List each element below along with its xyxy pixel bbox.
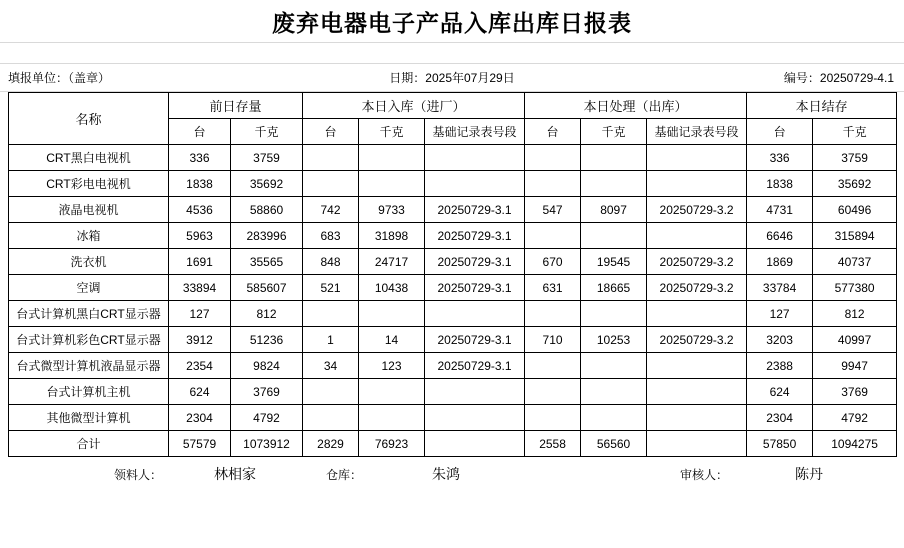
title-spacer [0, 43, 904, 64]
picker-name: 林相家 [214, 468, 256, 483]
cell-out-tai [525, 171, 581, 197]
cell-in-tai [303, 171, 359, 197]
cell-in-record: 20250729-3.1 [425, 223, 525, 249]
cell-out-record [647, 379, 747, 405]
cell-out-tai [525, 405, 581, 431]
cell-bal-tai: 4731 [747, 197, 813, 223]
cell-prev-tai: 3912 [169, 327, 231, 353]
cell-prev-tai: 33894 [169, 275, 231, 301]
cell-prev-tai: 4536 [169, 197, 231, 223]
table-row [9, 327, 897, 353]
cell-prev-kg: 3759 [231, 145, 303, 171]
header-bal-tai: 台 [747, 119, 813, 145]
cell-out-record [647, 431, 747, 457]
cell-out-tai [525, 145, 581, 171]
reporting-unit-label: 填报单位：（盖章） [8, 71, 111, 85]
table-row [9, 145, 897, 171]
cell-in-tai: 683 [303, 223, 359, 249]
warehouse-label: 仓库： [325, 467, 362, 482]
header-group-outbound: 本日处理（出库） [525, 93, 747, 119]
cell-in-tai: 521 [303, 275, 359, 301]
cell-out-record [647, 171, 747, 197]
meta-row [0, 64, 904, 92]
row-name: 台式计算机彩色CRT显示器 [9, 327, 169, 353]
cell-out-kg [581, 379, 647, 405]
cell-bal-tai: 2388 [747, 353, 813, 379]
table-row [9, 405, 897, 431]
cell-prev-tai: 1838 [169, 171, 231, 197]
cell-bal-tai: 1869 [747, 249, 813, 275]
cell-bal-kg: 40997 [813, 327, 897, 353]
cell-bal-kg: 9947 [813, 353, 897, 379]
cell-bal-kg: 577380 [813, 275, 897, 301]
cell-in-record [425, 431, 525, 457]
cell-bal-kg: 3759 [813, 145, 897, 171]
cell-bal-kg: 812 [813, 301, 897, 327]
cell-prev-tai: 624 [169, 379, 231, 405]
cell-in-tai: 848 [303, 249, 359, 275]
cell-prev-kg: 35565 [231, 249, 303, 275]
cell-in-kg: 14 [359, 327, 425, 353]
cell-in-record [425, 301, 525, 327]
cell-prev-tai: 57579 [169, 431, 231, 457]
table-row [9, 353, 897, 379]
cell-in-tai: 2829 [303, 431, 359, 457]
cell-out-tai: 547 [525, 197, 581, 223]
cell-out-tai: 2558 [525, 431, 581, 457]
cell-prev-kg: 585607 [231, 275, 303, 301]
row-name: 台式计算机主机 [9, 379, 169, 405]
cell-in-kg: 123 [359, 353, 425, 379]
cell-out-kg [581, 405, 647, 431]
cell-in-record [425, 405, 525, 431]
cell-bal-kg: 315894 [813, 223, 897, 249]
cell-bal-tai: 57850 [747, 431, 813, 457]
header-in-tai: 台 [303, 119, 359, 145]
header-group-inbound: 本日入库（进厂） [303, 93, 525, 119]
cell-out-record [647, 145, 747, 171]
cell-out-tai: 670 [525, 249, 581, 275]
cell-prev-kg: 1073912 [231, 431, 303, 457]
table-row [9, 301, 897, 327]
cell-in-kg: 9733 [359, 197, 425, 223]
cell-in-record [425, 379, 525, 405]
total-label: 合计 [9, 431, 169, 457]
cell-out-tai [525, 379, 581, 405]
cell-in-kg [359, 145, 425, 171]
cell-out-record: 20250729-3.2 [647, 249, 747, 275]
cell-in-tai: 1 [303, 327, 359, 353]
cell-prev-tai: 1691 [169, 249, 231, 275]
cell-in-kg: 76923 [359, 431, 425, 457]
cell-out-kg [581, 145, 647, 171]
cell-in-tai [303, 145, 359, 171]
cell-out-kg: 18665 [581, 275, 647, 301]
cell-out-kg [581, 223, 647, 249]
cell-prev-kg: 35692 [231, 171, 303, 197]
cell-in-kg [359, 171, 425, 197]
footer-signatures [8, 457, 896, 491]
cell-in-record [425, 145, 525, 171]
cell-prev-tai: 2354 [169, 353, 231, 379]
header-group-balance: 本日结存 [747, 93, 897, 119]
header-out-kg: 千克 [581, 119, 647, 145]
row-name: 其他微型计算机 [9, 405, 169, 431]
auditor-name: 陈丹 [795, 468, 823, 483]
cell-out-tai [525, 223, 581, 249]
cell-bal-tai: 33784 [747, 275, 813, 301]
cell-prev-tai: 336 [169, 145, 231, 171]
table-row [9, 171, 897, 197]
header-name: 名称 [9, 93, 169, 145]
header-prev-tai: 台 [169, 119, 231, 145]
cell-out-tai: 710 [525, 327, 581, 353]
cell-in-tai [303, 405, 359, 431]
cell-out-kg [581, 353, 647, 379]
table-header-groups [9, 93, 897, 119]
cell-bal-tai: 624 [747, 379, 813, 405]
cell-in-tai: 742 [303, 197, 359, 223]
table-row [9, 249, 897, 275]
cell-prev-kg: 58860 [231, 197, 303, 223]
cell-bal-tai: 2304 [747, 405, 813, 431]
cell-bal-tai: 127 [747, 301, 813, 327]
cell-prev-kg: 283996 [231, 223, 303, 249]
cell-bal-kg: 3769 [813, 379, 897, 405]
warehouse-name: 朱鸿 [432, 468, 460, 483]
table-total-row [9, 431, 897, 457]
cell-bal-tai: 6646 [747, 223, 813, 249]
cell-out-kg: 8097 [581, 197, 647, 223]
cell-out-kg [581, 171, 647, 197]
cell-prev-kg: 812 [231, 301, 303, 327]
row-name: CRT彩电电视机 [9, 171, 169, 197]
cell-out-tai: 631 [525, 275, 581, 301]
cell-out-kg: 19545 [581, 249, 647, 275]
header-in-record: 基础记录表号段 [425, 119, 525, 145]
row-name: 液晶电视机 [9, 197, 169, 223]
header-out-tai: 台 [525, 119, 581, 145]
picker-label: 领料人： [113, 467, 162, 482]
row-name: 洗衣机 [9, 249, 169, 275]
cell-in-kg: 24717 [359, 249, 425, 275]
header-out-record: 基础记录表号段 [647, 119, 747, 145]
cell-out-tai [525, 353, 581, 379]
cell-bal-tai: 336 [747, 145, 813, 171]
cell-prev-kg: 4792 [231, 405, 303, 431]
cell-in-record: 20250729-3.1 [425, 353, 525, 379]
cell-bal-kg: 40737 [813, 249, 897, 275]
header-group-prev-stock: 前日存量 [169, 93, 303, 119]
table-row [9, 223, 897, 249]
cell-out-kg: 10253 [581, 327, 647, 353]
cell-in-kg [359, 379, 425, 405]
header-in-kg: 千克 [359, 119, 425, 145]
cell-in-kg: 10438 [359, 275, 425, 301]
header-prev-kg: 千克 [231, 119, 303, 145]
cell-in-tai: 34 [303, 353, 359, 379]
cell-bal-kg: 60496 [813, 197, 897, 223]
cell-out-kg: 56560 [581, 431, 647, 457]
report-table [8, 92, 897, 457]
cell-in-record: 20250729-3.1 [425, 275, 525, 301]
cell-out-tai [525, 301, 581, 327]
cell-in-record [425, 171, 525, 197]
cell-bal-tai: 3203 [747, 327, 813, 353]
cell-prev-tai: 127 [169, 301, 231, 327]
cell-out-record [647, 353, 747, 379]
row-name: 空调 [9, 275, 169, 301]
cell-in-kg: 31898 [359, 223, 425, 249]
cell-out-kg [581, 301, 647, 327]
cell-bal-kg: 1094275 [813, 431, 897, 457]
cell-in-kg [359, 405, 425, 431]
row-name: CRT黑白电视机 [9, 145, 169, 171]
header-bal-kg: 千克 [813, 119, 897, 145]
cell-prev-tai: 2304 [169, 405, 231, 431]
row-name: 台式微型计算机液晶显示器 [9, 353, 169, 379]
table-row [9, 275, 897, 301]
table-row [9, 379, 897, 405]
cell-in-tai [303, 379, 359, 405]
cell-out-record: 20250729-3.2 [647, 275, 747, 301]
cell-in-kg [359, 301, 425, 327]
cell-bal-kg: 4792 [813, 405, 897, 431]
page-title: 废弃电器电子产品入库出库日报表 [272, 10, 632, 36]
cell-out-record: 20250729-3.2 [647, 197, 747, 223]
report-number-label: 编号：20250729-4.1 [783, 71, 894, 85]
auditor-label: 审核人： [679, 467, 728, 482]
row-name: 冰箱 [9, 223, 169, 249]
cell-in-record: 20250729-3.1 [425, 327, 525, 353]
report-date-label: 日期：2025年07月29日 [389, 71, 515, 85]
cell-prev-kg: 51236 [231, 327, 303, 353]
cell-in-tai [303, 301, 359, 327]
cell-out-record [647, 301, 747, 327]
cell-in-record: 20250729-3.1 [425, 249, 525, 275]
cell-out-record [647, 223, 747, 249]
footer-gap [524, 457, 650, 491]
title-row [0, 0, 904, 43]
cell-out-record: 20250729-3.2 [647, 327, 747, 353]
cell-prev-tai: 5963 [169, 223, 231, 249]
cell-bal-kg: 35692 [813, 171, 897, 197]
table-row [9, 197, 897, 223]
table-body [9, 145, 897, 457]
cell-prev-kg: 3769 [231, 379, 303, 405]
cell-out-record [647, 405, 747, 431]
cell-prev-kg: 9824 [231, 353, 303, 379]
cell-in-record: 20250729-3.1 [425, 197, 525, 223]
cell-bal-tai: 1838 [747, 171, 813, 197]
row-name: 台式计算机黑白CRT显示器 [9, 301, 169, 327]
